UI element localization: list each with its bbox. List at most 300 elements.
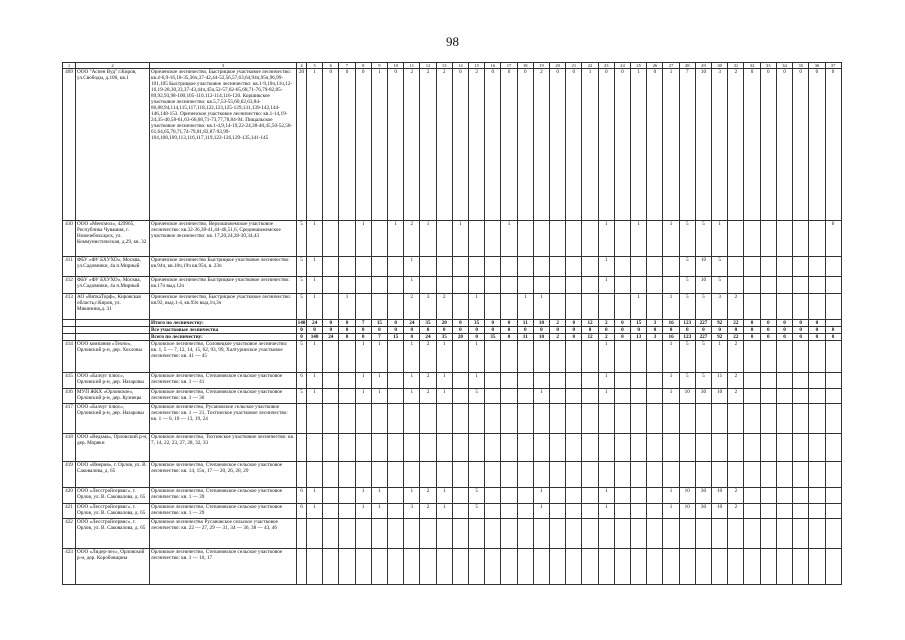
value-cell: 0	[679, 327, 695, 334]
value-cell	[452, 549, 468, 585]
location-cell: Ориченское лесничество Быстрицкое участковое лесничество: кв.17ч выд.12ч	[150, 277, 297, 294]
value-cell	[355, 519, 371, 549]
value-cell: 1	[307, 277, 323, 294]
value-cell	[517, 462, 533, 488]
value-cell: 0	[297, 334, 307, 341]
organization-cell: ООО «Лидер-лес», Орловский р-н, дер. Коробовщина	[76, 549, 150, 585]
value-cell	[712, 404, 728, 434]
value-cell: 1	[404, 373, 420, 389]
value-cell: 2	[550, 320, 566, 327]
value-cell: 1	[339, 294, 355, 320]
value-cell	[469, 221, 485, 257]
value-cell: 10	[679, 389, 695, 404]
value-cell: 0	[355, 327, 371, 334]
value-cell	[631, 462, 647, 488]
organization-cell: АО «ВяткаТорф», Кировская область,г.Киров, ул. Мякинина,д. 31	[76, 294, 150, 320]
value-cell: 1	[371, 341, 387, 373]
value-cell	[323, 221, 339, 257]
value-cell: 2	[404, 69, 420, 221]
value-cell: 0	[728, 327, 744, 334]
location-cell: Орловское лесничество, Русановское сельское участковое лесничество: кв. 1 — 21, Тохтинское участковое лесничество: кв. 1 — 6, 10 — 13, 19, 24	[150, 404, 297, 434]
value-cell: 1	[598, 341, 614, 373]
value-cell	[420, 519, 436, 549]
value-cell	[533, 373, 549, 389]
forest-table	[62, 62, 842, 585]
value-cell: 15	[631, 320, 647, 327]
value-cell: 1	[533, 504, 549, 519]
value-cell: 0	[323, 320, 339, 327]
value-cell	[533, 404, 549, 434]
value-cell	[452, 294, 468, 320]
value-cell: 227	[695, 320, 711, 327]
value-cell: 0	[825, 69, 841, 221]
value-cell: 0	[793, 69, 809, 221]
value-cell	[744, 462, 760, 488]
value-cell	[469, 257, 485, 277]
value-cell: 2	[436, 294, 452, 320]
value-cell: 1	[404, 341, 420, 373]
value-cell: 2	[550, 334, 566, 341]
value-cell	[485, 294, 501, 320]
value-cell	[566, 257, 582, 277]
value-cell	[388, 462, 404, 488]
location-cell: Орловское лесничество, Степановское сельское участковое лесничество: кв. 1 — 30	[150, 389, 297, 404]
value-cell	[631, 257, 647, 277]
value-cell	[566, 221, 582, 257]
row-number: 411	[63, 257, 76, 277]
value-cell: 5	[297, 257, 307, 277]
value-cell	[550, 549, 566, 585]
value-cell	[469, 404, 485, 434]
value-cell: 0	[517, 327, 533, 334]
value-cell: 0	[614, 69, 630, 221]
value-cell	[744, 389, 760, 404]
value-cell	[760, 549, 776, 585]
value-cell	[550, 434, 566, 462]
value-cell	[420, 404, 436, 434]
value-cell	[339, 462, 355, 488]
value-cell	[388, 404, 404, 434]
value-cell	[371, 221, 387, 257]
value-cell	[728, 549, 744, 585]
value-cell	[566, 488, 582, 504]
value-cell	[339, 504, 355, 519]
value-cell	[825, 504, 841, 519]
row-number	[63, 327, 76, 334]
organization-cell: ООО «Лесстройсервис», г. Орлов, ул. В. Саковалова, д. 65	[76, 488, 150, 504]
value-cell: 10	[533, 320, 549, 327]
value-cell	[825, 257, 841, 277]
value-cell	[566, 462, 582, 488]
organization-cell: ООО компания «Техно», Орловский р-н, дер. Хохловы	[76, 341, 150, 373]
value-cell: 0	[485, 69, 501, 221]
row-number: 412	[63, 277, 76, 294]
value-cell	[631, 488, 647, 504]
value-cell	[501, 462, 517, 488]
value-cell: 6	[297, 488, 307, 504]
value-cell	[809, 519, 825, 549]
value-cell	[469, 434, 485, 462]
value-cell	[582, 488, 598, 504]
value-cell: 0	[776, 320, 792, 327]
value-cell	[809, 341, 825, 373]
value-cell	[614, 221, 630, 257]
value-cell	[323, 373, 339, 389]
value-cell	[566, 389, 582, 404]
value-cell	[307, 519, 323, 549]
organization-cell: ООО «Менсмол», 429965, Республика Чувашия, г. Новочебоксарск, ул. Коммунистическая, д.29, кв. 32	[76, 221, 150, 257]
value-cell	[793, 257, 809, 277]
value-cell: 1	[404, 277, 420, 294]
location-cell: Ориченское лесничество, Верхошижемское участковое лесничество: кв.32-36,38-41,44-46,51,6, Среднешижемское участковое лесничество: кв. 17,20,24,28-30,34,43	[150, 221, 297, 257]
value-cell	[663, 434, 679, 462]
value-cell	[485, 404, 501, 434]
value-cell	[647, 488, 663, 504]
value-cell: 1	[355, 488, 371, 504]
column-number: 19	[533, 63, 549, 69]
value-cell	[501, 488, 517, 504]
location-cell: Орловское лесничество, Степановское сельское участковое лесничество: кв. 1 — 41	[150, 373, 297, 389]
value-cell	[695, 462, 711, 488]
value-cell: 0	[501, 334, 517, 341]
value-cell: 2	[420, 488, 436, 504]
value-cell: 0	[582, 327, 598, 334]
value-cell: 5	[297, 277, 307, 294]
value-cell	[776, 294, 792, 320]
value-cell: 1	[307, 294, 323, 320]
value-cell: 0	[323, 327, 339, 334]
value-cell	[436, 257, 452, 277]
value-cell: 1	[436, 488, 452, 504]
value-cell	[809, 294, 825, 320]
value-cell	[582, 221, 598, 257]
value-cell: 0	[323, 69, 339, 221]
row-number: 419	[63, 462, 76, 488]
value-cell	[485, 488, 501, 504]
value-cell	[631, 504, 647, 519]
value-cell: 0	[550, 69, 566, 221]
value-cell	[436, 549, 452, 585]
value-cell: 1	[452, 221, 468, 257]
value-cell	[355, 404, 371, 434]
value-cell	[760, 373, 776, 389]
value-cell	[355, 549, 371, 585]
value-cell	[533, 341, 549, 373]
column-number: 22	[582, 63, 598, 69]
value-cell	[793, 519, 809, 549]
value-cell	[388, 519, 404, 549]
value-cell: 2	[728, 69, 744, 221]
value-cell: 12	[582, 320, 598, 327]
value-cell	[582, 404, 598, 434]
value-cell: 6	[297, 504, 307, 519]
value-cell: 0	[339, 327, 355, 334]
value-cell	[388, 389, 404, 404]
value-cell: 10	[679, 488, 695, 504]
value-cell	[501, 434, 517, 462]
value-cell: 0	[566, 69, 582, 221]
location-cell: Орловское лесничество, Тохтинское участковое лесничество: кв. 7, 14, 22, 23, 27, 28, 32, 33	[150, 434, 297, 462]
value-cell: 24	[307, 320, 323, 327]
value-cell	[776, 373, 792, 389]
value-cell	[501, 294, 517, 320]
value-cell	[436, 519, 452, 549]
value-cell: 2	[533, 69, 549, 221]
value-cell	[728, 404, 744, 434]
value-cell	[388, 341, 404, 373]
column-number: 12	[420, 63, 436, 69]
value-cell: 12	[582, 334, 598, 341]
value-cell: 1	[307, 221, 323, 257]
value-cell	[339, 389, 355, 404]
value-cell: 2	[420, 341, 436, 373]
value-cell: 7	[679, 69, 695, 221]
value-cell	[760, 277, 776, 294]
table-row	[63, 389, 842, 404]
value-cell: 1	[371, 504, 387, 519]
value-cell	[712, 462, 728, 488]
value-cell: 35	[485, 334, 501, 341]
value-cell: 10	[712, 389, 728, 404]
value-cell	[793, 341, 809, 373]
table-row	[63, 341, 842, 373]
value-cell	[501, 404, 517, 434]
value-cell	[647, 504, 663, 519]
value-cell	[404, 519, 420, 549]
value-cell	[323, 549, 339, 585]
value-cell	[793, 504, 809, 519]
value-cell	[339, 373, 355, 389]
location-cell: Итого по лесничеству:	[150, 320, 297, 327]
value-cell	[647, 277, 663, 294]
value-cell	[744, 519, 760, 549]
value-cell: 0	[388, 69, 404, 221]
value-cell: 1	[436, 504, 452, 519]
value-cell: 3	[420, 294, 436, 320]
value-cell	[793, 277, 809, 294]
value-cell: 0	[452, 320, 468, 327]
value-cell	[566, 519, 582, 549]
value-cell	[712, 434, 728, 462]
value-cell: 2	[436, 69, 452, 221]
value-cell: 24	[420, 334, 436, 341]
value-cell: 10	[712, 488, 728, 504]
value-cell	[598, 462, 614, 488]
value-cell	[679, 519, 695, 549]
organization-cell: МУП ЖКХ «Орловское», Орловский р-н, дер. Кузнецы	[76, 389, 150, 404]
value-cell: 0	[566, 334, 582, 341]
value-cell: 0	[485, 327, 501, 334]
value-cell	[485, 373, 501, 389]
value-cell	[550, 221, 566, 257]
value-cell: 1	[371, 69, 387, 221]
value-cell: 0	[420, 327, 436, 334]
value-cell	[760, 341, 776, 373]
value-cell: 1	[631, 294, 647, 320]
value-cell	[760, 519, 776, 549]
value-cell	[760, 294, 776, 320]
value-cell	[825, 404, 841, 434]
value-cell	[760, 404, 776, 434]
value-cell	[436, 221, 452, 257]
value-cell: 0	[809, 334, 825, 341]
value-cell	[614, 277, 630, 294]
value-cell	[825, 488, 841, 504]
value-cell: 0	[631, 327, 647, 334]
value-cell	[647, 462, 663, 488]
value-cell: 1	[307, 69, 323, 221]
value-cell	[679, 404, 695, 434]
value-cell	[307, 462, 323, 488]
column-number: 18	[517, 63, 533, 69]
value-cell	[566, 277, 582, 294]
value-cell	[776, 488, 792, 504]
value-cell	[550, 257, 566, 277]
column-number: 7	[339, 63, 355, 69]
column-number: 30	[712, 63, 728, 69]
value-cell	[582, 257, 598, 277]
value-cell	[614, 341, 630, 373]
value-cell	[614, 504, 630, 519]
value-cell	[339, 519, 355, 549]
value-cell	[297, 404, 307, 434]
value-cell: 0	[404, 327, 420, 334]
value-cell	[517, 404, 533, 434]
value-cell	[793, 221, 809, 257]
value-cell	[355, 462, 371, 488]
summary-row	[63, 327, 842, 334]
value-cell: 0	[809, 69, 825, 221]
value-cell	[323, 519, 339, 549]
value-cell	[695, 434, 711, 462]
value-cell: 2	[420, 504, 436, 519]
value-cell	[452, 462, 468, 488]
value-cell: 1	[712, 341, 728, 373]
table-row	[63, 462, 842, 488]
value-cell: 1	[582, 69, 598, 221]
value-cell: 0	[809, 327, 825, 334]
value-cell: 1	[663, 341, 679, 373]
value-cell	[550, 277, 566, 294]
value-cell: 5	[679, 221, 695, 257]
value-cell	[550, 462, 566, 488]
value-cell	[809, 221, 825, 257]
value-cell	[517, 488, 533, 504]
value-cell	[760, 462, 776, 488]
value-cell	[533, 519, 549, 549]
value-cell: 5	[297, 389, 307, 404]
value-cell	[388, 549, 404, 585]
value-cell: 1	[598, 257, 614, 277]
value-cell	[825, 341, 841, 373]
value-cell: 0	[647, 327, 663, 334]
value-cell: 0	[297, 327, 307, 334]
value-cell: 2	[420, 389, 436, 404]
value-cell	[809, 257, 825, 277]
value-cell	[485, 257, 501, 277]
value-cell: 1	[307, 257, 323, 277]
value-cell: 5	[712, 277, 728, 294]
value-cell: 2	[728, 294, 744, 320]
value-cell	[695, 404, 711, 434]
value-cell	[550, 404, 566, 434]
value-cell	[776, 519, 792, 549]
value-cell: 35	[469, 320, 485, 327]
value-cell: 7	[371, 334, 387, 341]
column-number: 29	[695, 63, 711, 69]
value-cell: 0	[695, 327, 711, 334]
value-cell	[663, 257, 679, 277]
value-cell	[776, 277, 792, 294]
value-cell: 35	[420, 320, 436, 327]
value-cell: 30	[695, 488, 711, 504]
value-cell: 1	[663, 69, 679, 221]
value-cell	[663, 404, 679, 434]
value-cell	[371, 434, 387, 462]
row-number: 416	[63, 389, 76, 404]
value-cell	[728, 257, 744, 277]
value-cell	[452, 257, 468, 277]
table-row	[63, 294, 842, 320]
value-cell: 5	[469, 504, 485, 519]
value-cell: 1	[371, 389, 387, 404]
value-cell	[776, 404, 792, 434]
value-cell	[517, 434, 533, 462]
value-cell: 0	[598, 69, 614, 221]
value-cell	[825, 277, 841, 294]
table-row	[63, 373, 842, 389]
value-cell: 1	[598, 389, 614, 404]
value-cell: 10	[695, 277, 711, 294]
value-cell: 1	[598, 504, 614, 519]
value-cell: 1	[663, 504, 679, 519]
table-row	[63, 549, 842, 585]
value-cell	[631, 341, 647, 373]
value-cell	[825, 294, 841, 320]
value-cell: 1	[371, 373, 387, 389]
value-cell: 1	[388, 221, 404, 257]
value-cell	[517, 341, 533, 373]
value-cell	[297, 434, 307, 462]
table-row	[63, 404, 842, 434]
value-cell	[501, 257, 517, 277]
value-cell: 10	[679, 504, 695, 519]
row-number: 422	[63, 519, 76, 549]
value-cell	[582, 294, 598, 320]
row-number: 420	[63, 488, 76, 504]
value-cell	[582, 462, 598, 488]
value-cell	[793, 549, 809, 585]
value-cell: 2	[598, 334, 614, 341]
value-cell	[485, 462, 501, 488]
value-cell: 92	[712, 320, 728, 327]
organization-cell: ООО «Лесстройсервис», г. Орлов, ул. В. Саковалова, д. 65	[76, 519, 150, 549]
value-cell: 3	[712, 294, 728, 320]
value-cell	[485, 434, 501, 462]
value-cell	[728, 277, 744, 294]
value-cell: 0	[825, 334, 841, 341]
value-cell: 0	[776, 327, 792, 334]
value-cell: 0	[825, 221, 841, 257]
value-cell: 0	[371, 327, 387, 334]
value-cell	[388, 257, 404, 277]
column-number: 21	[566, 63, 582, 69]
value-cell	[517, 277, 533, 294]
value-cell	[339, 277, 355, 294]
value-cell	[712, 549, 728, 585]
column-number: 3	[150, 63, 297, 69]
value-cell	[776, 257, 792, 277]
